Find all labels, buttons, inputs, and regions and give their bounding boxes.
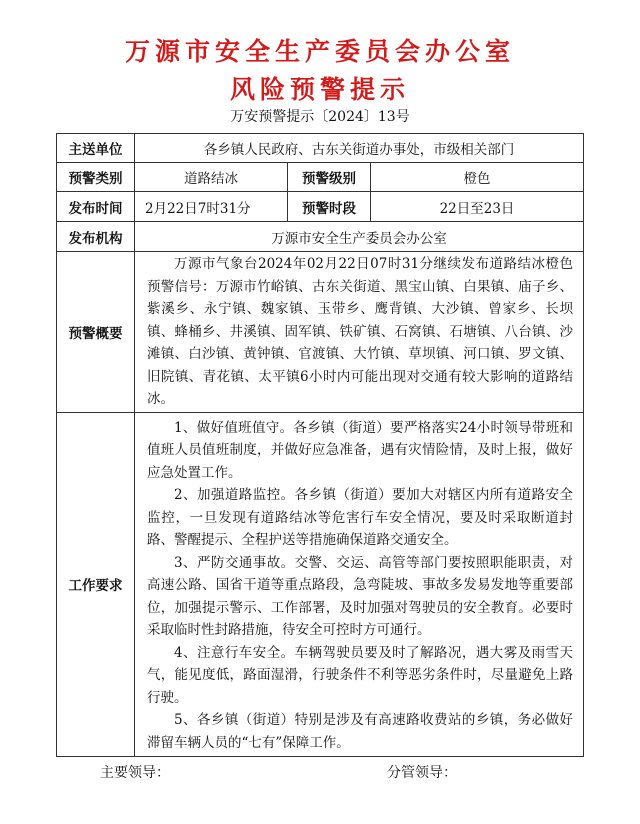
recipients-value: 各乡镇人民政府、古东关街道办事处，市级相关部门 <box>135 134 584 163</box>
requirement-item: 5、各乡镇（街道）特别是涉及有高速路收费站的乡镇，务必做好滞留车辆人员的“七有”保障工作。 <box>147 712 574 751</box>
document-number: 万安预警提示〔2024〕13号 <box>230 109 410 125</box>
requirement-item: 1、做好值班值守。各乡镇（街道）要严格落实24小时领导带班和值班人员值班制度，并做好应急准备，遇有灾情险情，及时上报，做好应急处置工作。 <box>147 419 574 481</box>
document-subtitle: 风险预警提示 <box>229 75 410 104</box>
requirement-item: 3、严防交通事故。交警、交运、高管等部门要按照职能职责，对高速公路、国省干道等重点路段，急弯陡坡、事故多发易发地等重要部位，加强提示警示、工作部署，及时加强对驾驶员的安全教育。必要时采取临时性封路措施，待安全可控时方可通行。 <box>147 554 574 638</box>
requirements-label: 工作要求 <box>57 412 135 757</box>
issue-time-label: 发布时间 <box>57 192 135 222</box>
table-row-requirements <box>57 412 584 757</box>
warning-type-value: 道路结冰 <box>135 163 288 192</box>
table-row-issuer <box>57 222 584 252</box>
warning-period-value: 22日至23日 <box>371 192 584 222</box>
requirement-item: 4、注意行车安全。车辆驾驶员要及时了解路况，遇大雾及雨雪天气，能见度低，路面湿滑，行驶条件不利等恶劣条件时，尽量避免上路行驶。 <box>147 644 574 706</box>
table-row-type-level <box>57 163 584 192</box>
requirements-cell <box>135 412 584 757</box>
overview-text: 万源市气象台2024年02月22日07时31分继续发布道路结冰橙色预警信号：万源市竹峪镇、古东关街道、黑宝山镇、白果镇、庙子乡、紫溪乡、永宁镇、魏家镇、玉带乡、鹰背镇、大沙镇、曾家乡、长坝镇、蜂桶乡、井溪镇、固军镇、铁矿镇、石窝镇、石塘镇、八台镇、沙滩镇、白沙镇、黄钟镇、官渡镇、大竹镇、草坝镇、河口镇、罗文镇、旧院镇、青花镇、太平镇6小时内可能出现对交通有较大影响的道路结冰。 <box>147 256 574 407</box>
requirement-item: 2、加强道路监控。各乡镇（街道）要加大对辖区内所有道路安全监控，一旦发现有道路结冰等危害行车安全情况，要及时采取断道封路、警醒提示、全程护送等措施确保道路交通安全。 <box>147 487 574 548</box>
warning-table <box>56 133 584 757</box>
issuer-value: 万源市安全生产委员会办公室 <box>135 222 584 252</box>
table-row-recipients <box>57 134 584 163</box>
table-row-time-period <box>57 192 584 222</box>
warning-type-label: 预警类别 <box>57 163 135 192</box>
issuer-label: 发布机构 <box>57 222 135 252</box>
overview-label: 预警概要 <box>57 252 135 413</box>
warning-level-value: 橙色 <box>371 163 584 192</box>
issue-time-value: 2月22日7时31分 <box>135 192 288 222</box>
main-leader-signature: 主要领导： <box>100 765 170 781</box>
warning-period-label: 预警时段 <box>288 192 371 222</box>
table-row-overview <box>57 252 584 413</box>
recipients-label: 主送单位 <box>57 134 135 163</box>
warning-level-label: 预警级别 <box>288 163 371 192</box>
charge-leader-signature: 分管领导： <box>387 765 457 781</box>
overview-cell <box>135 252 584 413</box>
document-title: 万源市安全生产委员会办公室 <box>124 37 515 66</box>
